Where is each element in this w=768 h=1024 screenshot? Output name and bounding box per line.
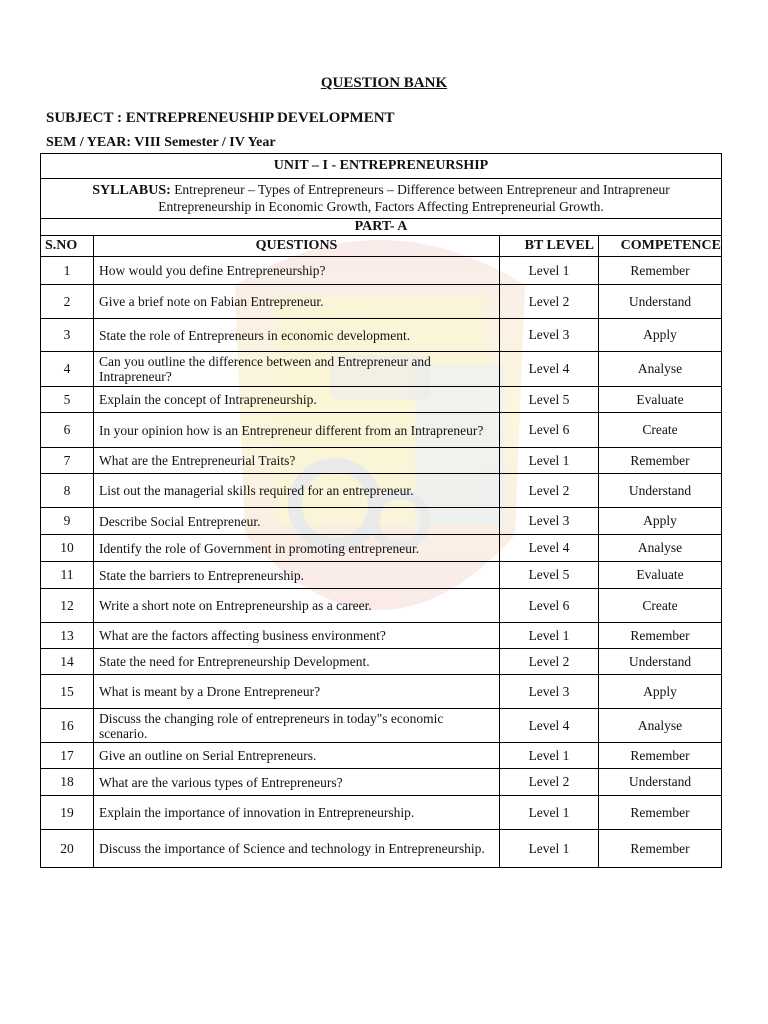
question-number: 12: [41, 589, 94, 623]
part-title: PART- A: [41, 219, 722, 236]
page-title: QUESTION BANK: [320, 75, 448, 91]
question-number: 18: [41, 769, 94, 796]
question-number: 20: [41, 830, 94, 868]
question-text: What are the various types of Entrepreneurs?: [94, 769, 500, 796]
bt-level: Level 1: [500, 623, 599, 649]
bt-level: Level 1: [500, 830, 599, 868]
part-row: [41, 219, 722, 236]
bt-level: Level 5: [500, 562, 599, 589]
question-text: Describe Social Entrepreneur.: [94, 508, 500, 535]
question-row: [41, 285, 722, 319]
question-row: [41, 319, 722, 352]
competence: Analyse: [599, 535, 722, 562]
header-competence: COMPETENCE: [599, 236, 722, 257]
question-text: List out the managerial skills required for an entrepreneur.: [94, 474, 500, 508]
question-number: 6: [41, 413, 94, 448]
question-number: 11: [41, 562, 94, 589]
bt-level: Level 2: [500, 649, 599, 675]
bt-level: Level 2: [500, 474, 599, 508]
question-text: What is meant by a Drone Entrepreneur?: [94, 675, 500, 709]
bt-level: Level 3: [500, 675, 599, 709]
header-questions: QUESTIONS: [94, 236, 500, 257]
bt-level: Level 2: [500, 285, 599, 319]
question-row: [41, 743, 722, 769]
competence: Remember: [599, 623, 722, 649]
question-text: Can you outline the difference between and Entrepreneur and Intrapreneur?: [94, 352, 500, 387]
question-number: 10: [41, 535, 94, 562]
competence: Apply: [599, 319, 722, 352]
question-row: [41, 413, 722, 448]
question-row: [41, 535, 722, 562]
question-text: Explain the concept of Intrapreneurship.: [94, 387, 500, 413]
header-sno: S.NO: [41, 236, 94, 257]
bt-level: Level 3: [500, 319, 599, 352]
question-row: [41, 769, 722, 796]
competence: Remember: [599, 796, 722, 830]
syllabus-label: SYLLABUS:: [92, 183, 171, 198]
bt-level: Level 1: [500, 448, 599, 474]
question-row: [41, 675, 722, 709]
question-row: [41, 474, 722, 508]
question-row: [41, 448, 722, 474]
question-text: Give an outline on Serial Entrepreneurs.: [94, 743, 500, 769]
question-number: 4: [41, 352, 94, 387]
question-row: [41, 709, 722, 743]
question-text: How would you define Entrepreneurship?: [94, 257, 500, 285]
competence: Analyse: [599, 352, 722, 387]
competence: Remember: [599, 448, 722, 474]
question-row: [41, 589, 722, 623]
syllabus-cell: [41, 179, 722, 219]
question-text: State the need for Entrepreneurship Development.: [94, 649, 500, 675]
question-row: [41, 830, 722, 868]
competence: Understand: [599, 474, 722, 508]
header-bt-level: BT LEVEL: [500, 236, 599, 257]
question-text: Identify the role of Government in promoting entrepreneur.: [94, 535, 500, 562]
syllabus-text-line2: Entrepreneurship in Economic Growth, Factors Affecting Entrepreneurial Growth.: [158, 199, 604, 214]
question-text: Write a short note on Entrepreneurship as a career.: [94, 589, 500, 623]
question-text: Discuss the importance of Science and technology in Entrepreneurship.: [94, 830, 500, 868]
question-number: 15: [41, 675, 94, 709]
competence: Apply: [599, 508, 722, 535]
question-text: What are the Entrepreneurial Traits?: [94, 448, 500, 474]
question-table: [40, 153, 722, 868]
question-row: [41, 508, 722, 535]
question-row: [41, 352, 722, 387]
question-number: 14: [41, 649, 94, 675]
competence: Remember: [599, 257, 722, 285]
question-number: 17: [41, 743, 94, 769]
question-number: 2: [41, 285, 94, 319]
subject-line: SUBJECT : ENTREPRENEUSHIP DEVELOPMENT: [46, 110, 395, 126]
question-text: State the role of Entrepreneurs in economic development.: [94, 319, 500, 352]
question-number: 13: [41, 623, 94, 649]
question-number: 3: [41, 319, 94, 352]
bt-level: Level 1: [500, 743, 599, 769]
bt-level: Level 2: [500, 769, 599, 796]
syllabus-row: [41, 179, 722, 219]
bt-level: Level 3: [500, 508, 599, 535]
unit-title: UNIT – I - ENTREPRENEURSHIP: [41, 154, 722, 179]
unit-row: [41, 154, 722, 179]
question-text: What are the factors affecting business environment?: [94, 623, 500, 649]
question-row: [41, 257, 722, 285]
question-number: 5: [41, 387, 94, 413]
question-text: In your opinion how is an Entrepreneur different from an Intrapreneur?: [94, 413, 500, 448]
competence: Understand: [599, 649, 722, 675]
competence: Create: [599, 589, 722, 623]
competence: Analyse: [599, 709, 722, 743]
bt-level: Level 4: [500, 352, 599, 387]
bt-level: Level 1: [500, 257, 599, 285]
question-number: 1: [41, 257, 94, 285]
competence: Apply: [599, 675, 722, 709]
question-text: Discuss the changing role of entrepreneurs in today"s economic scenario.: [94, 709, 500, 743]
bt-level: Level 1: [500, 796, 599, 830]
question-text: Give a brief note on Fabian Entrepreneur.: [94, 285, 500, 319]
competence: Evaluate: [599, 562, 722, 589]
bt-level: Level 4: [500, 709, 599, 743]
header-row: [41, 236, 722, 257]
competence: Understand: [599, 285, 722, 319]
question-number: 8: [41, 474, 94, 508]
competence: Remember: [599, 830, 722, 868]
question-number: 19: [41, 796, 94, 830]
sem-year-line: SEM / YEAR: VIII Semester / IV Year: [46, 135, 276, 150]
question-row: [41, 649, 722, 675]
competence: Evaluate: [599, 387, 722, 413]
bt-level: Level 6: [500, 413, 599, 448]
bt-level: Level 6: [500, 589, 599, 623]
question-row: [41, 562, 722, 589]
competence: Create: [599, 413, 722, 448]
question-row: [41, 623, 722, 649]
syllabus-text-line1: Entrepreneur – Types of Entrepreneurs – Difference between Entrepreneur and Intrapreneur: [170, 182, 670, 197]
question-row: [41, 796, 722, 830]
question-text: Explain the importance of innovation in Entrepreneurship.: [94, 796, 500, 830]
bt-level: Level 5: [500, 387, 599, 413]
question-number: 9: [41, 508, 94, 535]
question-row: [41, 387, 722, 413]
question-number: 16: [41, 709, 94, 743]
question-text: State the barriers to Entrepreneurship.: [94, 562, 500, 589]
bt-level: Level 4: [500, 535, 599, 562]
question-number: 7: [41, 448, 94, 474]
competence: Remember: [599, 743, 722, 769]
competence: Understand: [599, 769, 722, 796]
